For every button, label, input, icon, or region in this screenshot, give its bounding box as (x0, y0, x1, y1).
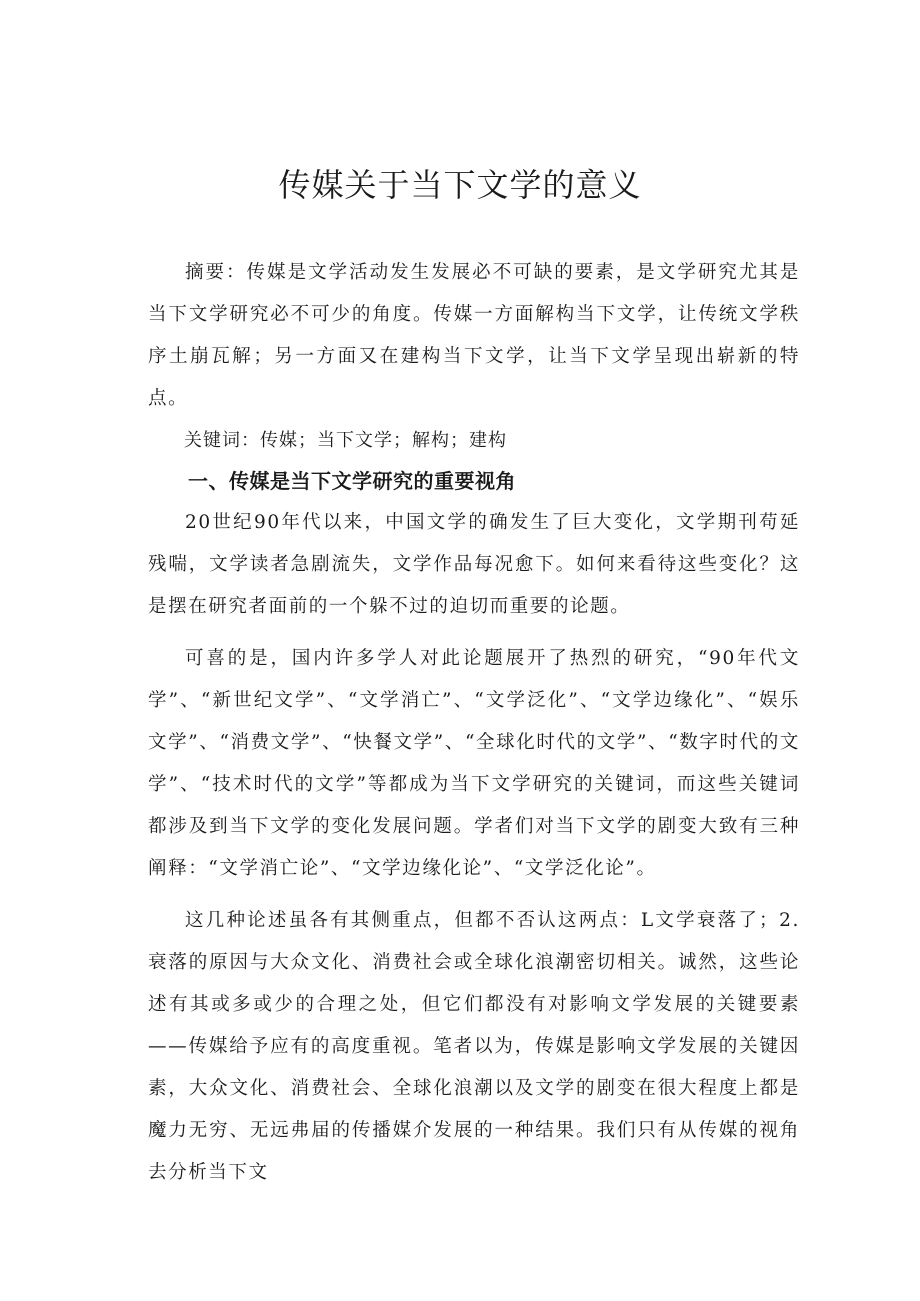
body-paragraph-1: 20世纪90年代以来，中国文学的确发生了巨大变化，文学期刊苟延残喘，文学读者急剧流失，文学作品每况愈下。如何来看待这些变化？这是摆在研究者面前的一个躲不过的迫切而重要的论题。 (148, 512, 800, 617)
document-body (148, 252, 800, 1194)
keywords-line: 关键词：传媒；当下文学；解构；建构 (184, 430, 507, 451)
body-paragraph-3: 这几种论述虽各有其侧重点，但都不否认这两点：L文学衰落了；2.衰落的原因与大众文化、消费社会或全球化浪潮密切相关。诚然，这些论述有其或多或少的合理之处，但它们都没有对影响文学发展的关键要素——传媒给予应有的高度重视。笔者以为，传媒是影响文学发展的关键因素，大众文化、消费社会、全球化浪潮以及文学的剧变在很大程度上都是魔力无穷、无远弗届的传播媒介发展的一种结果。我们只有从传媒的视角去分析当下文 (148, 910, 800, 1183)
body-paragraph-2: 可喜的是，国内许多学人对此论题展开了热烈的研究，“90年代文学”、“新世纪文学”、“文学消亡”、“文学泛化”、“文学边缘化”、“娱乐文学”、“消费文学”、“快餐文学”、“全球化时代的文学”、“数字时代的文学”、“技术时代的文学”等都成为当下文学研究的关键词，而这些关键词都涉及到当下文学的变化发展问题。学者们对当下文学的剧变大致有三种阐释：“文学消亡论”、“文学边缘化论”、“文学泛化论”。 (148, 648, 800, 879)
abstract-paragraph: 摘要：传媒是文学活动发生发展必不可缺的要素，是文学研究尤其是当下文学研究必不可少的角度。传媒一方面解构当下文学，让传统文学秩序土崩瓦解；另一方面又在建构当下文学，让当下文学呈现出崭新的特点。 (148, 262, 800, 409)
section-heading: 一、传媒是当下文学研究的重要视角 (188, 469, 516, 493)
document-title: 传媒关于当下文学的意义 (278, 166, 642, 204)
